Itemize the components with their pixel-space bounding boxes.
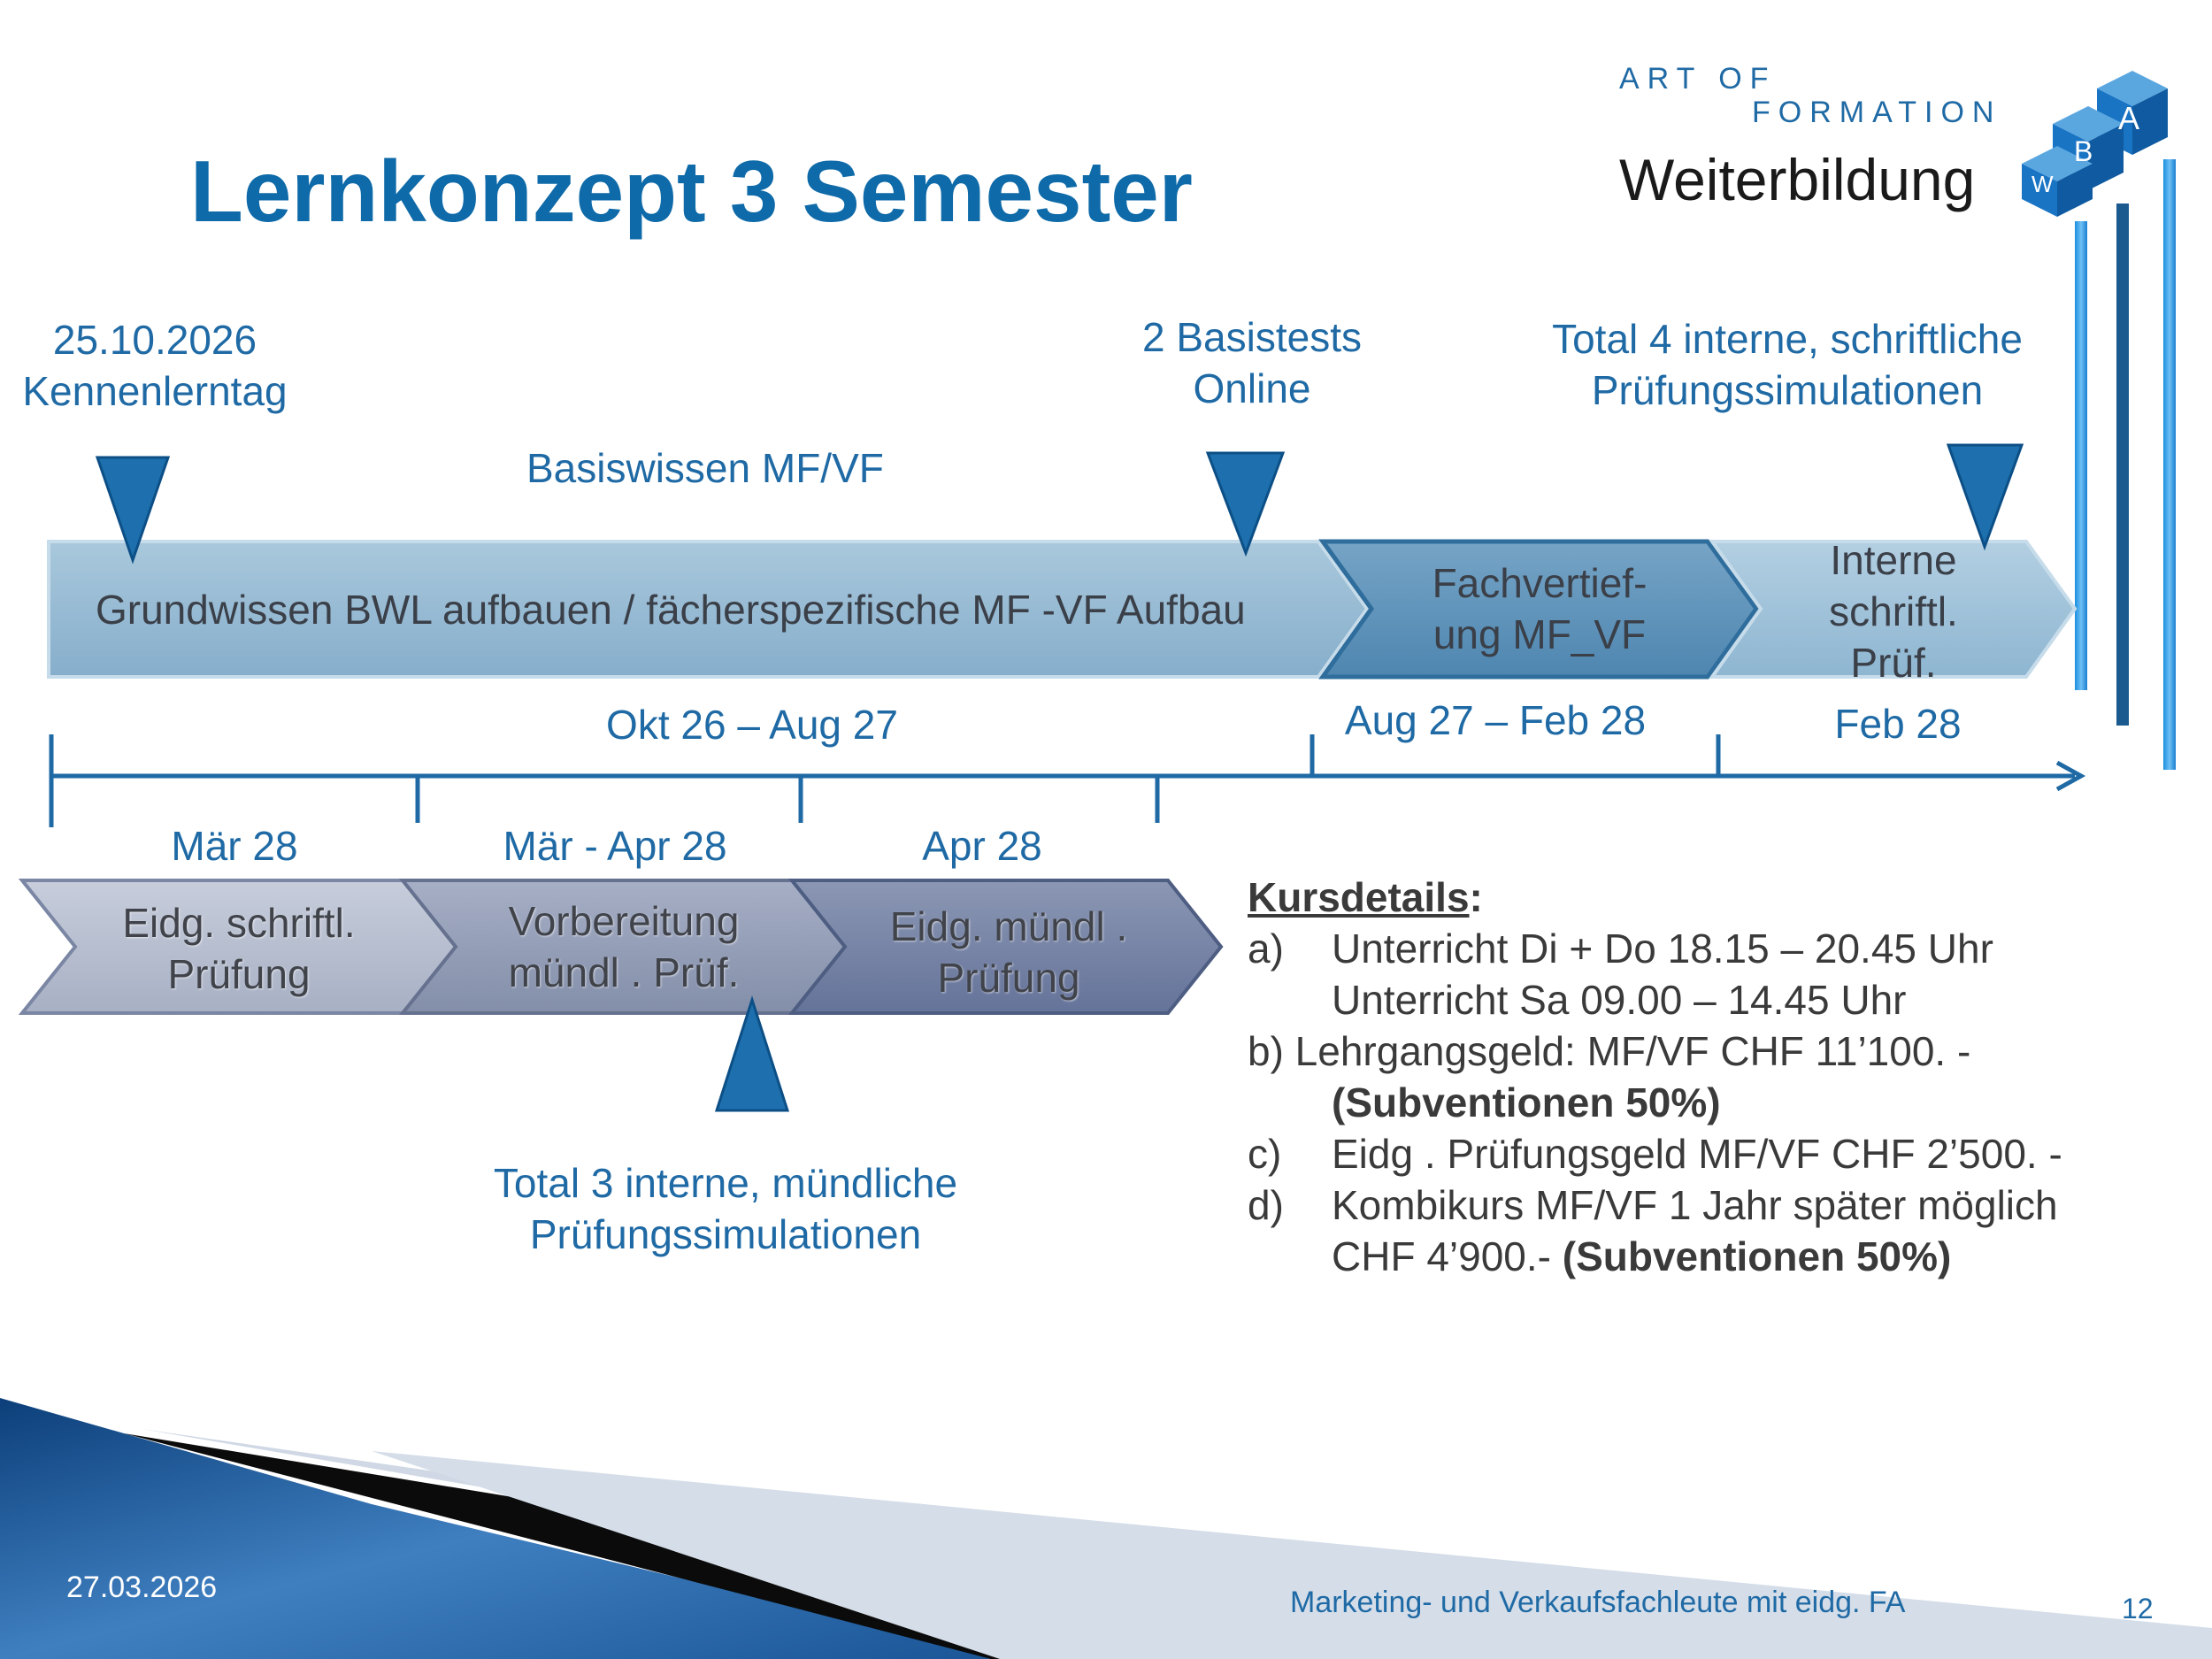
chevron-line2: ung MF_VF	[1432, 611, 1647, 657]
detail-text-d2-plain: CHF 4’900.-	[1332, 1233, 1563, 1279]
logo-bars	[2075, 159, 2176, 770]
course-details-heading-text: Kursdetails	[1248, 874, 1470, 920]
logo-line1: ART OF	[1619, 62, 1777, 96]
detail-text-d1: Kombikurs MF/VF 1 Jahr später möglich	[1332, 1182, 2058, 1228]
timeline-axis	[51, 734, 2081, 827]
marker-label-basistests	[1106, 311, 1398, 414]
timeline-label-feb28: Feb 28	[1834, 701, 1962, 747]
chevron-line3: Prüf.	[1850, 640, 1937, 686]
detail-row-c	[1248, 1128, 2132, 1179]
marker-label-kennenlerntag	[0, 314, 310, 417]
course-details	[1248, 872, 2132, 1282]
timeline-label-apr28: Apr 28	[922, 823, 1042, 869]
detail-key-a: a)	[1248, 926, 1284, 972]
marker-label-line2: Prüfungssimulationen	[1591, 367, 1984, 413]
marker-label-schriftliche-simulationen	[1522, 313, 2053, 416]
course-details-heading	[1248, 872, 2132, 923]
timeline-label-maer28: Mär 28	[171, 823, 298, 869]
detail-key-d: d)	[1248, 1182, 1284, 1228]
chevron-eidg-muendl-text	[858, 901, 1159, 1003]
chevron-line1: Fachvertief-	[1432, 560, 1647, 606]
chevron-grundwissen-text: Grundwissen BWL aufbauen / fächerspezifische MF -VF Aufbau	[96, 587, 1246, 633]
detail-text-a2: Unterricht Sa 09.00 – 14.45 Uhr	[1332, 977, 1907, 1023]
chevron-fachvertiefung-text	[1380, 557, 1699, 660]
chevron-line2: Prüfung	[167, 951, 311, 997]
chevron-interne-pruefung-text	[1770, 534, 2017, 688]
chevron-line2: Prüfung	[937, 955, 1080, 1001]
logo-word: Weiterbildung	[1619, 147, 1976, 212]
chevron-line1: Eidg. mündl .	[889, 903, 1128, 949]
chevron-eidg-schriftl-text	[88, 897, 389, 1000]
logo-line2: FORMATION	[1752, 96, 2002, 129]
chevron-line1: Interne	[1830, 537, 1957, 583]
marker-label-muendliche-simulationen	[460, 1157, 991, 1260]
marker-label-line1: Total 4 interne, schriftliche	[1552, 316, 2023, 362]
detail-row-d	[1248, 1179, 2132, 1231]
phase-caption: Basiswissen MF/VF	[526, 445, 884, 491]
logo-cube-letter-a: A	[2118, 100, 2140, 136]
detail-text-d2-bold: (Subventionen 50%)	[1562, 1233, 1952, 1279]
detail-row-a	[1248, 923, 2132, 974]
marker-label-line1: 25.10.2026	[52, 317, 257, 363]
chevron-line2: mündl . Prüf.	[508, 949, 740, 995]
logo-cube-letter-w: W	[2032, 171, 2054, 197]
course-details-heading-colon: :	[1469, 874, 1483, 920]
footer-page-number: 12	[2122, 1593, 2154, 1624]
logo-cube-letter-b: B	[2074, 135, 2093, 167]
detail-text-a1: Unterricht Di + Do 18.15 – 20.45 Uhr	[1332, 926, 1993, 972]
timeline-label-maer-apr28: Mär - Apr 28	[503, 823, 727, 869]
timeline-label-okt26-aug27: Okt 26 – Aug 27	[606, 702, 898, 748]
chevron-line1: Eidg. schriftl.	[122, 900, 356, 946]
detail-text-d2	[1248, 1231, 2132, 1282]
marker-label-line1: 2 Basistests	[1142, 314, 1362, 360]
detail-text-c: Eidg . Prüfungsgeld MF/VF CHF 2’500. -	[1332, 1131, 2062, 1177]
detail-key-c: c)	[1248, 1131, 1282, 1177]
slide-title: Lernkonzept 3 Semester	[190, 142, 1193, 240]
detail-text-b1: b) Lehrgangsgeld: MF/VF CHF 11’100. -	[1248, 1028, 1971, 1074]
chevron-vorbereitung-text	[469, 895, 779, 998]
chevron-line1: Vorbereitung	[508, 898, 740, 944]
footer-course-title: Marketing- und Verkaufsfachleute mit eidg. FA	[1290, 1586, 1906, 1619]
marker-label-line2: Kennenlerntag	[22, 368, 288, 414]
detail-text-b2: (Subventionen 50%)	[1332, 1079, 1721, 1125]
marker-label-line2: Prüfungssimulationen	[529, 1211, 922, 1257]
marker-label-line1: Total 3 interne, mündliche	[493, 1160, 958, 1206]
marker-label-line2: Online	[1193, 365, 1311, 411]
chevron-line2: schriftl.	[1829, 588, 1958, 634]
timeline-label-aug27-feb28: Aug 27 – Feb 28	[1344, 697, 1647, 743]
footer-date: 27.03.2026	[66, 1571, 218, 1604]
